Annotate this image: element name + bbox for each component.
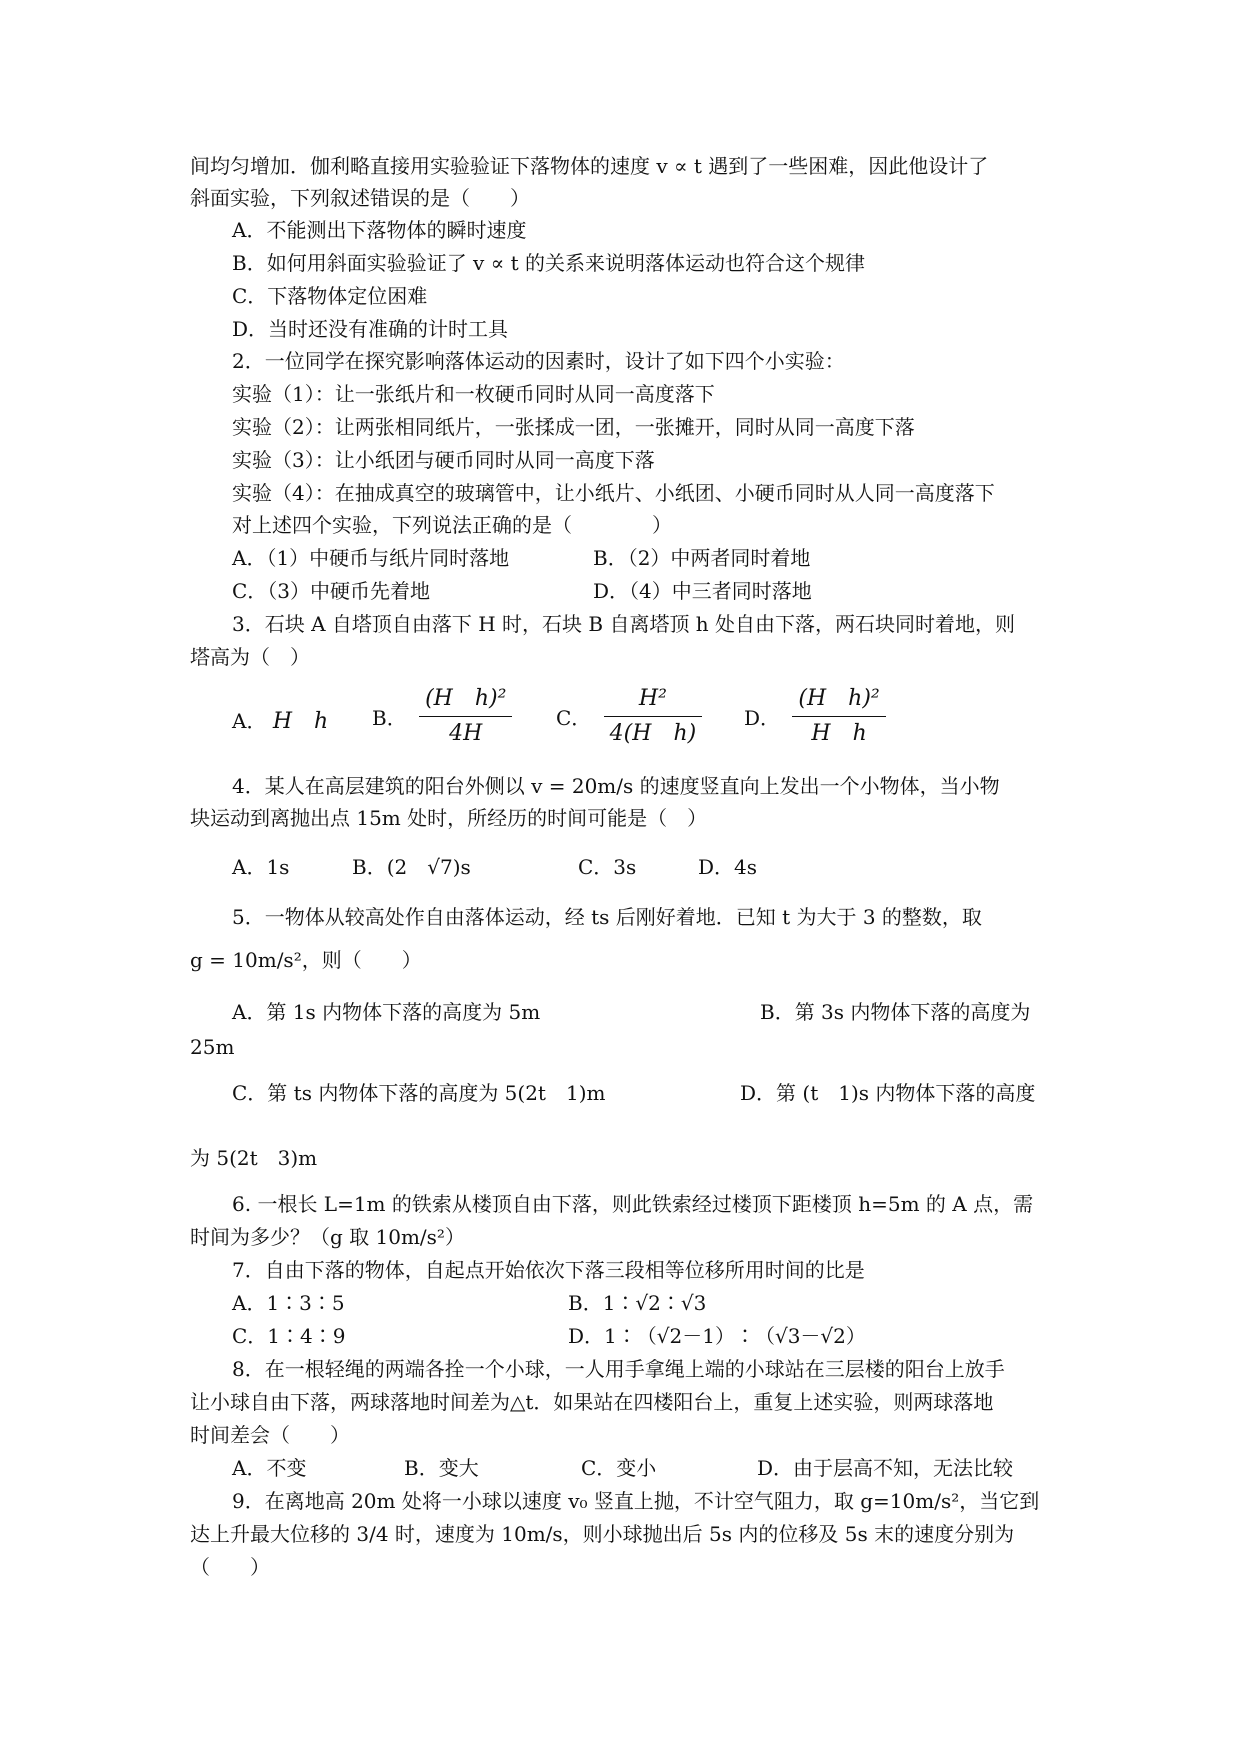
q5-option-a: A．第 1s 内物体下落的高度为 5m xyxy=(232,1000,541,1024)
q3-option-a-expr: H h xyxy=(272,709,329,734)
q8-option-a: A．不变 xyxy=(232,1456,307,1480)
q3-option-b-denominator: 4H xyxy=(449,721,483,746)
q3-option-c-denominator: 4(H h) xyxy=(609,721,697,746)
q3-option-c-numerator: H² xyxy=(604,684,703,717)
q8-option-b: B．变大 xyxy=(404,1456,479,1480)
q8-line-3: 时间差会（ ） xyxy=(190,1423,350,1447)
q2-option-a: A．（1）中硬币与纸片同时落地 xyxy=(232,546,510,570)
q2-experiment-2: 实验（2）：让两张相同纸片，一张揉成一团，一张摊开，同时从同一高度下落 xyxy=(232,415,915,439)
q2-option-c: C．（3）中硬币先着地 xyxy=(232,579,431,603)
q8-line-2: 让小球自由下落，两球落地时间差为△t．如果站在四楼阳台上，重复上述实验，则两球落地 xyxy=(190,1390,994,1414)
q3-option-b xyxy=(372,684,518,749)
q1-option-a: A．不能测出下落物体的瞬时速度 xyxy=(232,218,527,242)
q7-option-b: B．1∶√2∶√3 xyxy=(568,1291,707,1315)
q5-line-1: 5．一物体从较高处作自由落体运动，经 ts 后刚好着地．已知 t 为大于 3 的整数，取 xyxy=(232,905,982,929)
q3-option-d-denominator: H h xyxy=(811,721,867,746)
q3-option-b-label: B． xyxy=(372,706,407,730)
q5-option-c: C．第 ts 内物体下落的高度为 5(2t 1)m xyxy=(232,1081,606,1105)
q7-option-d: D．1∶（√2－1）∶（√3－√2） xyxy=(568,1324,866,1348)
q4-option-b: B．(2 √7)s xyxy=(352,855,471,879)
q2-option-d: D．（4）中三者同时落地 xyxy=(593,579,812,603)
q1-option-c: C．下落物体定位困难 xyxy=(232,284,428,308)
q3-option-b-fraction xyxy=(419,684,512,749)
q4-line-1: 4．某人在高层建筑的阳台外侧以 v = 20m/s 的速度竖直向上发出一个小物体，当小物 xyxy=(232,774,1000,798)
q3-option-b-numerator: (H h)² xyxy=(419,684,512,717)
q8-line-1: 8．在一根轻绳的两端各拴一个小球，一人用手拿绳上端的小球站在三层楼的阳台上放手 xyxy=(232,1357,1005,1381)
q1-option-d: D．当时还没有准确的计时工具 xyxy=(232,317,509,341)
q6-line-2: 时间为多少？（g 取 10m/s²） xyxy=(190,1225,465,1249)
q9-line-3: （ ） xyxy=(190,1555,270,1579)
q9-line-1: 9．在离地高 20m 处将一小球以速度 v₀ 竖直上抛，不计空气阻力，取 g=10m/s²，当它到 xyxy=(232,1489,1040,1513)
q3-line-1: 3．石块 A 自塔顶自由落下 H 时，石块 B 自离塔顶 h 处自由下落，两石块同时着地，则 xyxy=(232,612,1016,636)
q8-option-c: C．变小 xyxy=(581,1456,657,1480)
q2-experiment-1: 实验（1）：让一张纸片和一枚硬币同时从同一高度落下 xyxy=(232,382,715,406)
q4-option-d: D．4s xyxy=(698,855,758,879)
q5-option-d-continued: 为 5(2t 3)m xyxy=(190,1146,318,1170)
q3-option-c xyxy=(556,684,708,749)
q8-option-d: D．由于层高不知，无法比较 xyxy=(757,1456,1014,1480)
q9-line-2: 达上升最大位移的 3/4 时，速度为 10m/s，则小球抛出后 5s 内的位移及 5s 末的速度分别为 xyxy=(190,1522,1015,1546)
q5-option-b: B．第 3s 内物体下落的高度为 xyxy=(760,1000,1031,1024)
q2-question: 对上述四个实验，下列说法正确的是（ ） xyxy=(232,513,672,537)
q5-line-2: g = 10m/s²，则（ ） xyxy=(190,948,422,972)
q7-stem: 7．自由下落的物体，自起点开始依次下落三段相等位移所用时间的比是 xyxy=(232,1258,865,1282)
q2-option-b: B．（2）中两者同时着地 xyxy=(593,546,811,570)
q3-option-d xyxy=(744,684,892,749)
q2-experiment-4: 实验（4）：在抽成真空的玻璃管中，让小纸片、小纸团、小硬币同时从人同一高度落下 xyxy=(232,481,995,505)
q1-option-b: B．如何用斜面实验验证了 v ∝ t 的关系来说明落体运动也符合这个规律 xyxy=(232,251,865,275)
q7-option-a: A．1∶3∶5 xyxy=(232,1291,345,1315)
q1-line-2: 斜面实验，下列叙述错误的是（ ） xyxy=(190,186,530,210)
q3-option-d-label: D． xyxy=(744,706,781,730)
q4-line-2: 块运动到离抛出点 15m 处时，所经历的时间可能是（ ） xyxy=(190,806,708,830)
q4-option-c: C．3s xyxy=(578,855,637,879)
q3-line-2: 塔高为（ ） xyxy=(190,645,310,669)
q3-option-a-label: A． xyxy=(232,709,267,733)
q3-option-a xyxy=(232,705,328,738)
q6-line-1: 6. 一根长 L=1m 的铁索从楼顶自由下落，则此铁索经过楼顶下距楼顶 h=5m 的 A 点，需 xyxy=(232,1192,1034,1216)
q4-option-a: A．1s xyxy=(232,855,290,879)
q1-line-1: 间均匀增加．伽利略直接用实验验证下落物体的速度 v ∝ t 遇到了一些困难，因此他设计了 xyxy=(190,154,989,178)
q2-experiment-3: 实验（3）：让小纸团与硬币同时从同一高度下落 xyxy=(232,448,655,472)
q3-option-d-fraction xyxy=(792,684,885,749)
q5-option-b-continued: 25m xyxy=(190,1035,235,1059)
q2-stem: 2．一位同学在探究影响落体运动的因素时，设计了如下四个小实验： xyxy=(232,349,845,373)
q7-option-c: C．1∶4∶9 xyxy=(232,1324,346,1348)
q3-option-c-label: C． xyxy=(556,706,592,730)
q5-option-d: D．第 (t 1)s 内物体下落的高度 xyxy=(740,1081,1036,1105)
q3-option-c-fraction xyxy=(604,684,703,749)
q3-option-d-numerator: (H h)² xyxy=(792,684,885,717)
